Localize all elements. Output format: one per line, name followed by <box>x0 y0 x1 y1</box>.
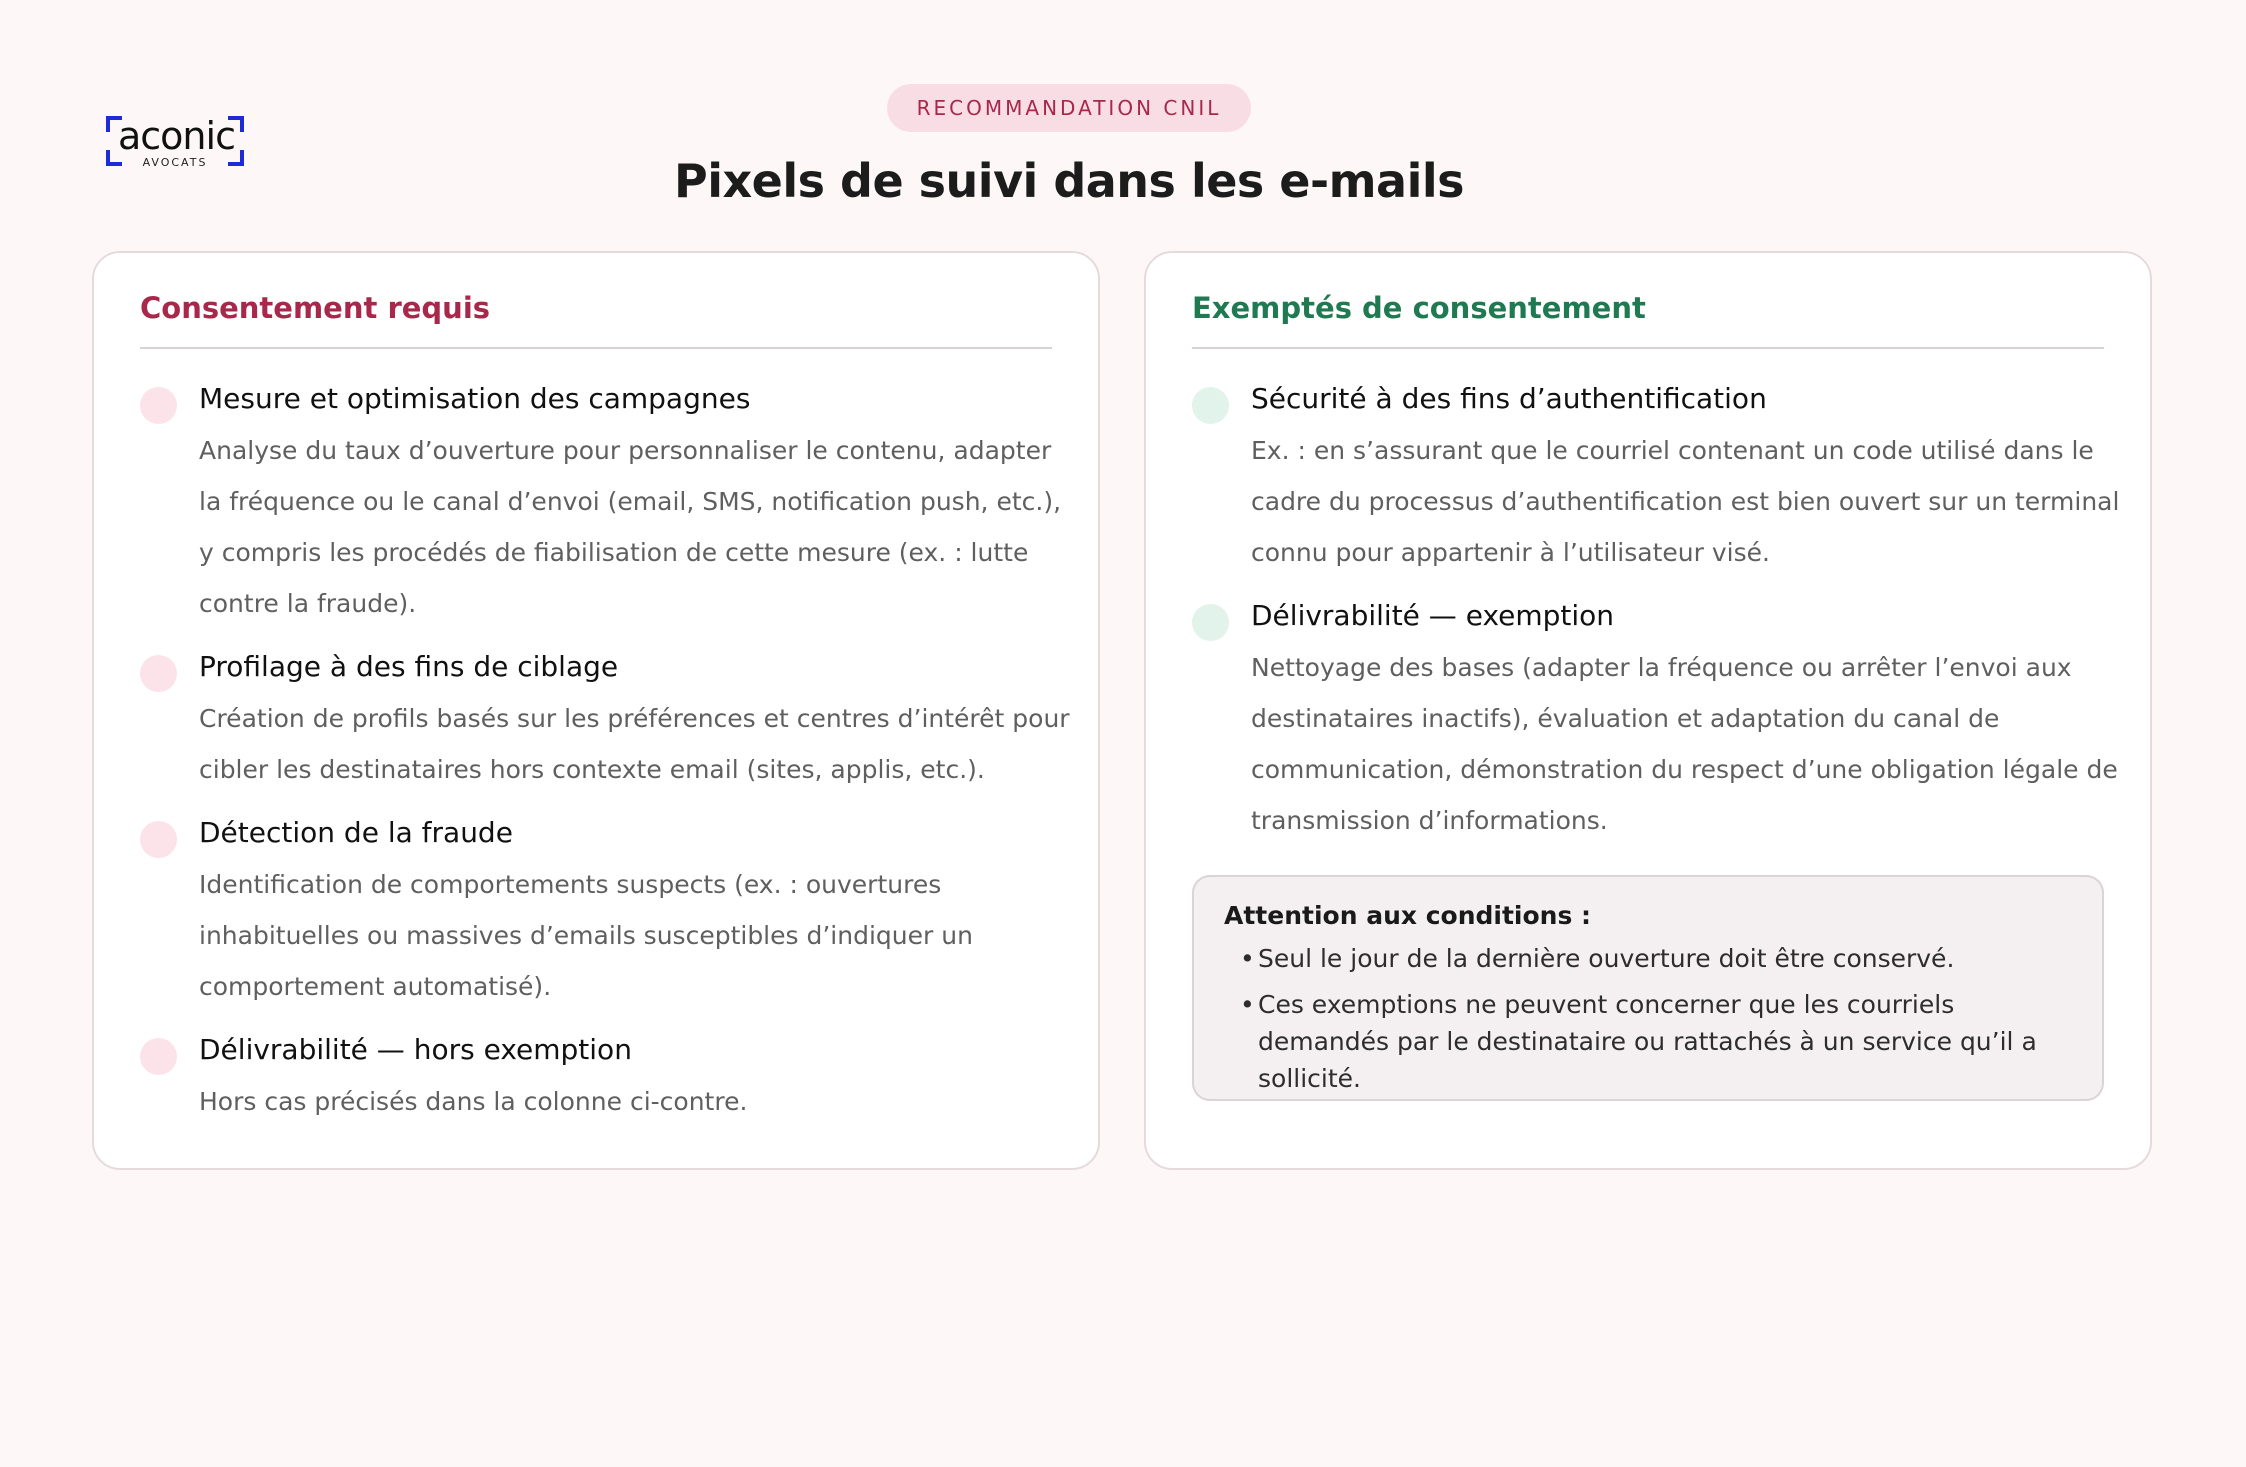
logo-subtitle: AVOCATS <box>142 156 208 169</box>
item-description: Ex. : en s’assurant que le courriel contenant un code utilisé dans le cadre du processus d’authentification est bien ouvert sur un terminal connu pour appartenir à l’utilisateur visé. <box>1251 436 2120 567</box>
bullet-dot-icon <box>1192 604 1229 641</box>
item-description: Identification de comportements suspects (ex. : ouvertures inhabituelles ou massives d’emails susceptibles d’indiquer un comportement automatisé). <box>199 870 973 1001</box>
consent-exempt-card <box>1144 251 2152 1170</box>
item-title: Délivrabilité — exemption <box>1251 599 1615 632</box>
item-list <box>140 377 1078 1143</box>
condition-item: • Ces exemptions ne peuvent concerner que les courriels demandés par le destinataire ou rattachés à un service qu’il a sollicité. <box>1224 986 2072 1097</box>
item-description: Analyse du taux d’ouverture pour personnaliser le contenu, adapter la fréquence ou le canal d’envoi (email, SMS, notification push, etc.), y compris les procédés de fiabilisation de cette mesure (ex. : lutte contre la fraude). <box>199 436 1062 618</box>
page-title: Pixels de suivi dans les e-mails <box>674 154 1464 208</box>
item-list <box>1192 377 2130 862</box>
conditions-list <box>1224 940 2072 1097</box>
list-item <box>140 1028 1078 1127</box>
bullet-dot-icon <box>140 655 177 692</box>
logo-wordmark: aconic <box>118 114 235 158</box>
list-item <box>140 811 1078 1012</box>
item-description: Hors cas précisés dans la colonne ci-contre. <box>199 1087 748 1116</box>
item-title: Sécurité à des fins d’authentification <box>1251 382 1767 415</box>
note-title: Attention aux conditions : <box>1224 901 1592 930</box>
item-description: Nettoyage des bases (adapter la fréquence ou arrêter l’envoi aux destinataires inactifs), évaluation et adaptation du canal de communication, démonstration du respect d’une obligation légale de transmission d’informations. <box>1251 653 2118 835</box>
list-item <box>140 377 1078 629</box>
item-title: Profilage à des fins de ciblage <box>199 650 619 683</box>
page-header <box>0 84 2138 208</box>
category-badge: RECOMMANDATION CNIL <box>887 84 1252 132</box>
bullet-dot-icon <box>140 387 177 424</box>
bullet-dot-icon <box>1192 387 1229 424</box>
condition-item: • Seul le jour de la dernière ouverture doit être conservé. <box>1224 940 2072 977</box>
list-item <box>140 645 1078 795</box>
item-title: Mesure et optimisation des campagnes <box>199 382 751 415</box>
list-item <box>1192 377 2130 578</box>
bullet-dot-icon <box>140 1038 177 1075</box>
conditions-note <box>1192 875 2104 1101</box>
consent-required-card <box>92 251 1100 1170</box>
item-description: Création de profils basés sur les préférences et centres d’intérêt pour cibler les destinataires hors contexte email (sites, applis, etc.). <box>199 704 1070 784</box>
bullet-dot-icon <box>140 821 177 858</box>
item-title: Détection de la fraude <box>199 816 513 849</box>
list-item <box>1192 594 2130 846</box>
card-title: Consentement requis <box>140 291 1052 349</box>
card-title: Exemptés de consentement <box>1192 291 2104 349</box>
item-title: Délivrabilité — hors exemption <box>199 1033 632 1066</box>
